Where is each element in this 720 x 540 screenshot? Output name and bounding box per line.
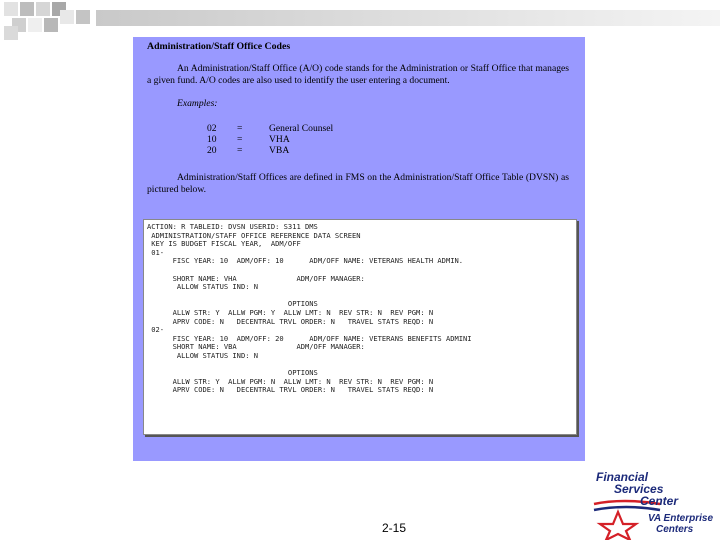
- example-desc: General Counsel: [269, 123, 334, 134]
- logo-text-center: Center: [640, 494, 679, 508]
- example-code: 20: [207, 145, 217, 156]
- example-equals: =: [237, 134, 243, 145]
- example-code: 10: [207, 134, 217, 145]
- decorative-header: [0, 0, 720, 40]
- decor-square: [36, 2, 50, 16]
- decor-square: [4, 26, 18, 40]
- decor-square: [4, 2, 18, 16]
- page-number: 2-15: [382, 521, 407, 535]
- decor-square: [60, 10, 74, 24]
- slide-title: Administration/Staff Office Codes: [147, 41, 291, 52]
- content-panel: [133, 37, 585, 461]
- example-equals: =: [237, 123, 243, 134]
- example-desc: VBA: [269, 145, 290, 156]
- example-desc: VHA: [269, 134, 290, 145]
- outro-paragraph: Administration/Staff Offices are defined in FMS on the Administration/Staff Office Table (DVSN) as pictured below.: [147, 172, 569, 195]
- decor-square: [20, 2, 34, 16]
- decor-square: [76, 10, 90, 24]
- logo-text-va-enterprise: VA Enterprise: [648, 513, 714, 524]
- logo-text-financial: Financial: [596, 470, 649, 484]
- decor-square: [28, 18, 42, 32]
- examples-label: Examples:: [177, 98, 218, 109]
- fsc-logo: [592, 468, 720, 540]
- logo-text-services: Services: [614, 482, 664, 496]
- intro-paragraph: An Administration/Staff Office (A/O) code stands for the Administration or Staff Office that manages a given fund. A/O codes are also used to identify the user entering a document.: [147, 63, 569, 86]
- example-code: 02: [207, 123, 217, 134]
- terminal-screenshot: [143, 219, 577, 435]
- decor-square: [44, 18, 58, 32]
- header-gradient-bar: [96, 10, 720, 26]
- logo-text-centers: Centers: [656, 524, 694, 535]
- terminal-text: ACTION: R TABLEID: DVSN USERID: S311 DMS ADMINISTRATION/STAFF OFFICE REFERENCE DATA SCREEN KEY IS BUDGET FISCAL YEAR, ADM/OFF 01- FISC YEAR: 10 ADM/OFF: 10 ADM/OFF NAME: VETERANS HEALTH ADMIN. SHORT NAME: VHA ADM/OFF MANAGER: ALLOW STATUS IND: N OPTIONS ALLW STR: Y ALLW PGM: Y ALLW LMT: N REV STR: N REV PGM: N APRV CODE: N DECENTRAL TRVL ORDER: N TRAVEL STATS REQD: N 02- FISC YEAR: 10 ADM/OFF: 20 ADM/OFF NAME: VETERANS BENEFITS ADMINI SHORT NAME: VBA ADM/OFF MANAGER: ALLOW STATUS IND: N OPTIONS ALLW STR: Y ALLW PGM: N ALLW LMT: N REV STR: N REV PGM: N APRV CODE: N DECENTRAL TRVL ORDER: N TRAVEL STATS REQD: N: [147, 222, 472, 395]
- example-equals: =: [237, 145, 243, 156]
